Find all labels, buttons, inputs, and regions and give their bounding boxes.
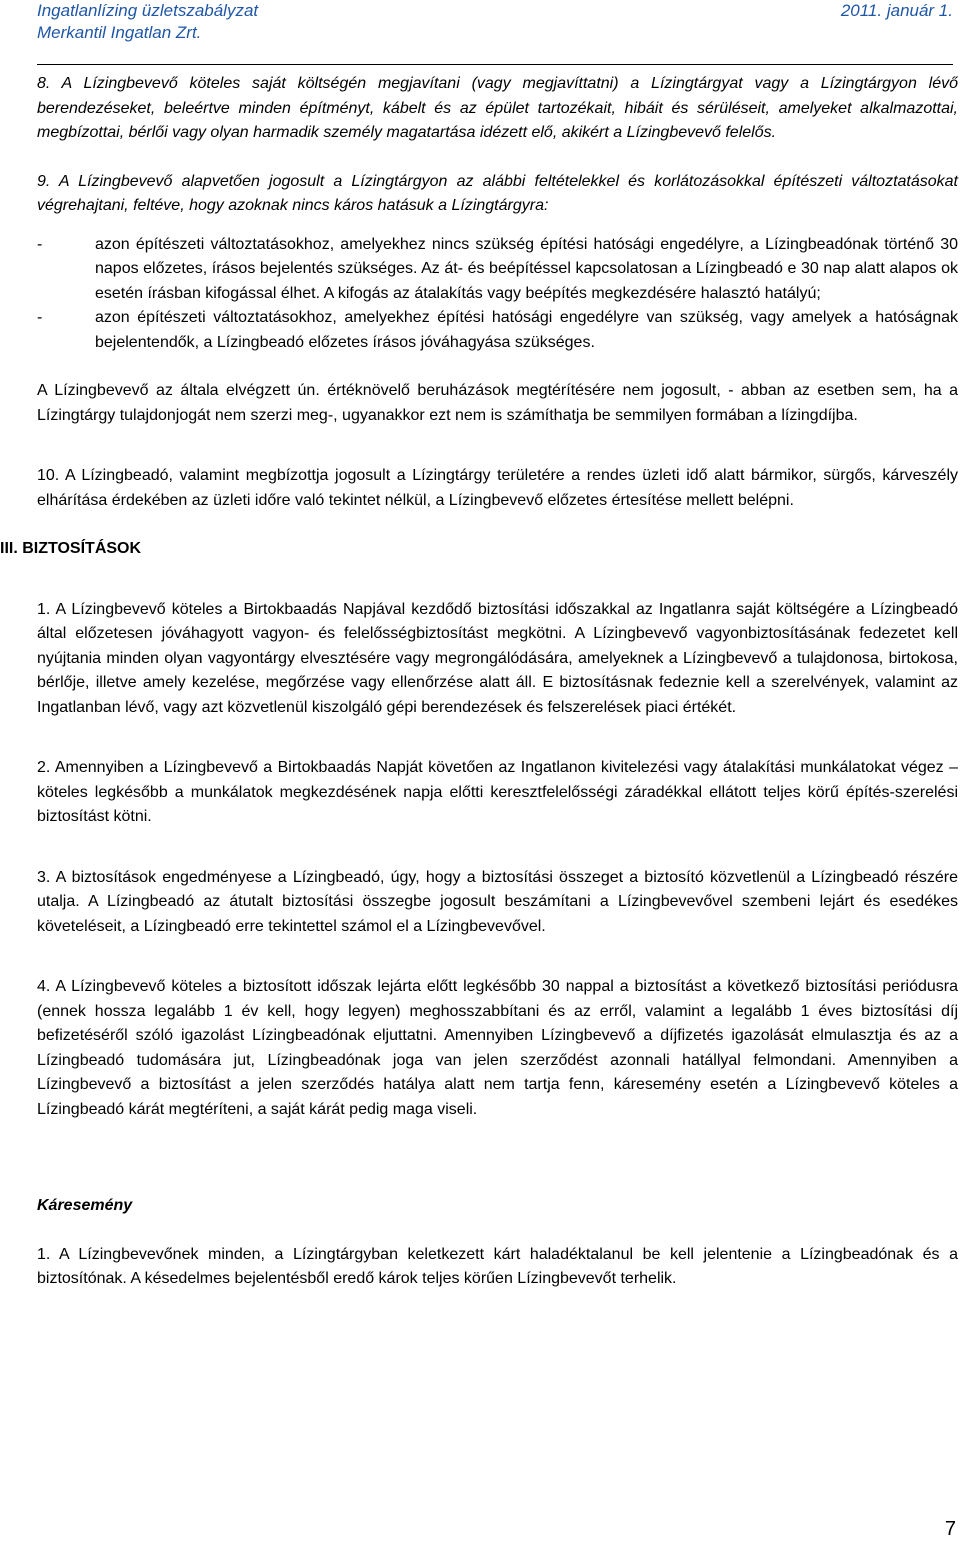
paragraph-10: 10. A Lízingbeadó, valamint megbízottja jogosult a Lízingtárgy területére a rendes üzleti idő alatt bármikor, sürgős, kárveszély elhárítása érdekében az üzleti időre való tekintet nélkül, a Lízingbevevő előzetes értesítése mellett belépni. [37, 467, 958, 509]
section-heading-insurance: III. BIZTOSÍTÁSOK [0, 540, 142, 557]
list-item-text: azon építészeti változtatásokhoz, amelyekhez építési hatósági engedélyre van szükség, vagy amelyek a hatóságnak bejelentendők, a Lízingbeadó előzetes írásos jóváhagyása szükséges. [95, 309, 958, 351]
damage-paragraph-1: 1. A Lízingbevevőnek minden, a Lízingtárgyban keletkezett kárt haladéktalanul be kell jelentenie a Lízingbeadónak és a biztosítónak. A késedelmes bejelentésből eredő károk teljes körűen Lízingbevevőt terhelik. [37, 1245, 958, 1287]
insurance-paragraph-1: 1. A Lízingbevevő köteles a Birtokbaadás Napjával kezdődő biztosítási időszakkal az Ingatlanra saját költségére a Lízingbeadó által előzetesen jóváhagyott vagyon- és felelősségbiztosítást megkötni. A Lízingbevevő vagyonbiztosításának fedezetet kell nyújtania minden olyan vagyontárgy elvesztésére vagy megrongálódására, amelyeknek a Lízingbevevő a tulajdonosa, birtokosa, bérlője, illetve amely kezelése, megőrzése vagy ellenőrzése alatt áll. E biztosításnak fedeznie kell a szerelvények, valamint az Ingatlanban lévő, vagy azt közvetlenül kiszolgáló gépi berendezések és felszerelések piaci értékét. [37, 600, 958, 716]
list-item [37, 306, 958, 355]
insurance-paragraph-2: 2. Amennyiben a Lízingbevevő a Birtokbaadás Napját követően az Ingatlanon kivitelezési vagy átalakítási munkálatokat végez – köteles legkésőbb a munkálatok megkezdésének napja előtti keresztfelelősségi záradékkal ellátott teljes körű építés-szerelési biztosítást kötni. [37, 759, 958, 825]
list-dash: - [37, 309, 43, 326]
list-item-text: azon építészeti változtatásokhoz, amelyekhez nincs szükség építési hatósági engedélyre, a Lízingbeadónak történő 30 napos előzetes, írásos bejelentés szükséges. Az át- és beépítéssel kapcsolatosan a Lízingbeadó e 30 nap alatt alapos ok esetén írásban kifogással élhet. A kifogás az átalakítás vagy beépítés megkezdésére halasztó hatályú; [95, 235, 958, 302]
insurance-paragraph-4: 4. A Lízingbevevő köteles a biztosított időszak lejárta előtt legkésőbb 30 nappal a biztosítást a következő biztosítási periódusra (ennek hossza legalább 1 év kell, hogy legyen) meghosszabbítani és az erről, valamint a legalább 1 éves biztosítási díj befizetéséről szóló igazolást Lízingbeadónak eljuttatni. Amennyiben Lízingbevevő a díjfizetés igazolását elmulasztja és az a Lízingbeadó tudomására jut, Lízingbeadónak joga van jelen szerződést azonnali hatállyal felmondani. Amennyiben a Lízingbevevő a biztosítást a jelen szerződés hatálya alatt nem tartja fenn, káresemény esetén a Lízingbevevő köteles a Lízingbeadó kárát megtéríteni, a saját kárát pedig maga viseli. [37, 978, 958, 1118]
paragraph-8: 8. A Lízingbevevő köteles saját költségén megjavítani (vagy megjavíttatni) a Lízingtárgyat vagy a Lízingtárgyon lévő berendezéseket, beleértve minden építményt, kábelt és az épület tartozékait, hibáit és sérüléseit, amelyeket alkalmazottai, megbízottai, bérlői vagy olyan harmadik személy magatartása idézett elő, akikért a Lízingbevevő felelős. [37, 75, 958, 141]
insurance-paragraph-3: 3. A biztosítások engedményese a Lízingbeadó, úgy, hogy a biztosítási összeget a biztosító közvetlenül a Lízingbeadó részére utalja. A Lízingbeadó az átutalt biztosítási összegbe jogosult beszámítani a Lízingbevevővel szembeni lejárt és esedékes követeléseit, a Lízingbeadó erre tekintettel számol el a Lízingbevevővel. [37, 868, 958, 935]
page-header [37, 0, 953, 44]
subheading-damage-event: Káresemény [37, 1197, 133, 1214]
header-divider [37, 64, 953, 65]
list-dash: - [37, 235, 43, 253]
header-doc-title: Ingatlanlízing üzletszabályzat [37, 1, 259, 20]
paragraph-9-list [37, 233, 958, 356]
document-body [0, 72, 958, 1292]
paragraph-9-after: A Lízingbevevő az általa elvégzett ún. értéknövelő beruházások megtérítésére nem jogosult, - abban az esetben sem, ha a Lízingtárgy tulajdonjogát nem szerzi meg-, ugyanakkor ezt nem is számíthatja be semmilyen formában a lízingdíjba. [37, 382, 958, 424]
page-number: 7 [944, 1518, 956, 1540]
paragraph-9: 9. A Lízingbevevő alapvetően jogosult a Lízingtárgyon az alábbi feltételekkel és korlátozásokkal építészeti változtatásokat végrehajtani, feltéve, hogy azoknak nincs káros hatásuk a Lízingtárgyra: [37, 172, 958, 214]
list-item [37, 233, 958, 307]
header-date: 2011. január 1. [840, 1, 953, 20]
header-company: Merkantil Ingatlan Zrt. [37, 23, 202, 42]
